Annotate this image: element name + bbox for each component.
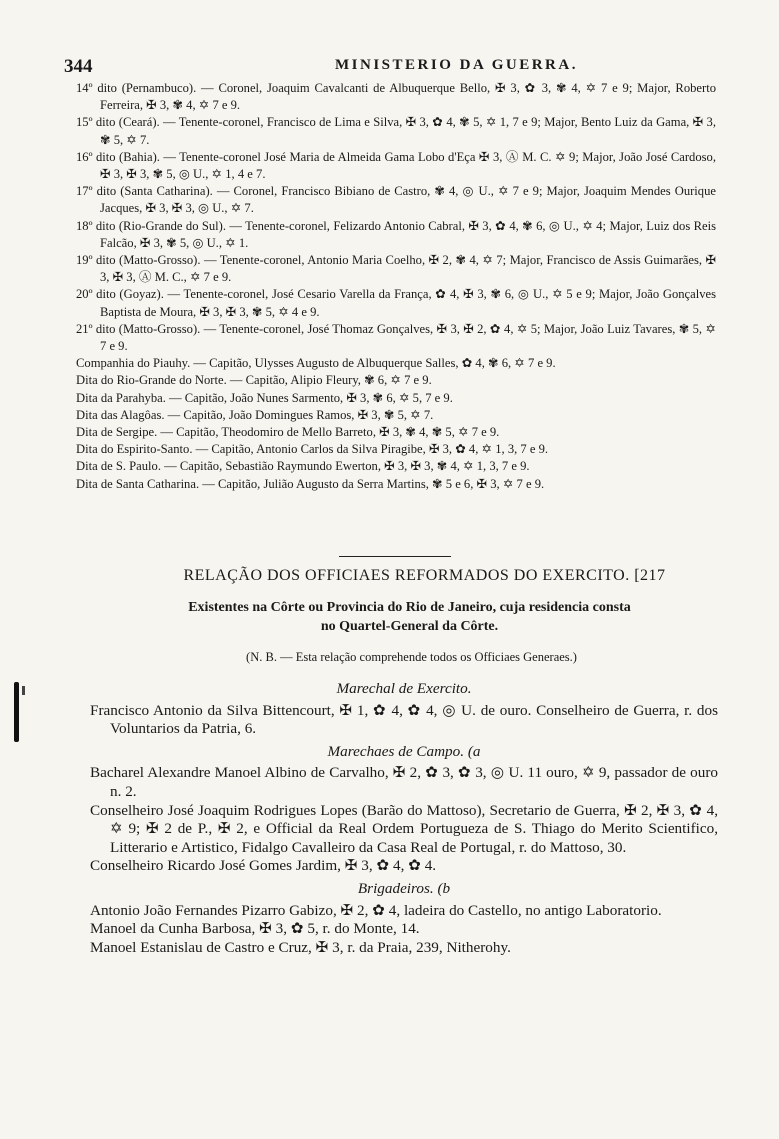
list-item: 14º dito (Pernambuco). — Coronel, Joaquim Cavalcanti de Albuquerque Bello, ✠ 3, ✿ 3, ✾ 4, ✡ 7 e 9; Major, Roberto Ferreira, ✠ 3, ✾ 4, ✡ 7 e 9. — [76, 81, 716, 113]
officer-entry: Manoel Estanislau de Castro e Cruz, ✠ 3, r. da Praia, 239, Nitherohy. — [90, 938, 511, 956]
section-subtitle-line: Existentes na Côrte ou Provincia do Rio de Janeiro, cuja residencia consta — [188, 600, 631, 615]
list-item: Companhia do Piauhy. — Capitão, Ulysses Augusto de Albuquerque Salles, ✿ 4, ✾ 6, ✡ 7 e 9. — [76, 356, 556, 371]
list-item: Dita da Parahyba. — Capitão, João Nunes Sarmento, ✠ 3, ✾ 6, ✡ 5, 7 e 9. — [76, 390, 453, 405]
list-item: Dita do Espirito-Santo. — Capitão, Antonio Carlos da Silva Piragibe, ✠ 3, ✿ 4, ✡ 1, 3, 7 e 9. — [76, 442, 549, 457]
officer-entry: Manoel da Cunha Barbosa, ✠ 3, ✿ 5, r. do Monte, 14. — [90, 920, 420, 938]
section-subtitle-line: no Quartel-General da Côrte. — [320, 619, 499, 634]
page-number: 344 — [64, 56, 93, 77]
rank-heading-brigadeiros: Brigadeiros. (b — [357, 879, 451, 897]
reformed-officers-list — [90, 676, 718, 957]
scan-page-edge — [14, 682, 19, 742]
list-item: 18º dito (Rio-Grande do Sul). — Tenente-coronel, Felizardo Antonio Cabral, ✠ 3, ✿ 4, ✾ 6, ◎ U., ✡ 4; Major, Luiz dos Reis Falcão, ✠ 3, ✾ 5, ◎ U., ✡ 1. — [76, 218, 716, 250]
officer-entry: Antonio João Fernandes Pizarro Gabizo, ✠ 2, ✿ 4, ladeira do Castello, no antigo Laboratorio. — [90, 901, 662, 919]
list-item: 19º dito (Matto-Grosso). — Tenente-coronel, Antonio Maria Coelho, ✠ 2, ✾ 4, ✡ 7; Major, Francisco de Assis Guimarães, ✠ 3, ✠ 3, Ⓐ M. C., ✡ 7 e 9. — [76, 253, 716, 285]
list-item: Dita de Sergipe. — Capitão, Theodomiro de Mello Barreto, ✠ 3, ✾ 4, ✾ 5, ✡ 7 e 9. — [76, 425, 500, 440]
officer-entry: Conselheiro Ricardo José Gomes Jardim, ✠ 3, ✿ 4, ✿ 4. — [90, 857, 437, 875]
officer-entry: Francisco Antonio da Silva Bittencourt, ✠ 1, ✿ 4, ✿ 4, ◎ U. de ouro. Conselheiro de Guerra, r. dos Voluntarios da Patria, 6. — [90, 701, 718, 738]
list-item: 20º dito (Goyaz). — Tenente-coronel, José Cesario Varella da França, ✿ 4, ✠ 3, ✾ 6, ◎ U., ✡ 5 e 9; Major, João Gonçalves Baptista de Moura, ✠ 3, ✠ 3, ✾ 5, ✡ 4 e 9. — [76, 287, 716, 319]
section-title: RELAÇÃO DOS OFFICIAES REFORMADOS DO EXERCITO. [217 — [183, 567, 666, 584]
rank-heading-marechaes-campo: Marechaes de Campo. (a — [327, 742, 481, 760]
nb-note: (N. B. — Esta relação comprehende todos os Officiaes Generaes.) — [246, 650, 577, 664]
list-item: Dita das Alagôas. — Capitão, João Domingues Ramos, ✠ 3, ✾ 5, ✡ 7. — [76, 407, 434, 422]
scan-margin-mark — [22, 686, 25, 695]
list-item: 15º dito (Ceará). — Tenente-coronel, Francisco de Lima e Silva, ✠ 3, ✿ 4, ✾ 5, ✡ 1, 7 e 9; Major, Bento Luiz da Gama, ✠ 3, ✾ 5, ✡ 7. — [76, 115, 716, 147]
list-item: 21º dito (Matto-Grosso). — Tenente-coronel, José Thomaz Gonçalves, ✠ 3, ✠ 2, ✿ 4, ✡ 5; Major, João Luiz Tavares, ✾ 5, ✡ 7 e 9. — [76, 321, 716, 354]
officer-entry: Bacharel Alexandre Manoel Albino de Carvalho, ✠ 2, ✿ 3, ✿ 3, ◎ U. 11 ouro, ✡ 9, passador de ouro n. 2. — [90, 764, 718, 800]
list-item: Dita de Santa Catharina. — Capitão, Julião Augusto da Serra Martins, ✾ 5 e 6, ✠ 3, ✡ 7 e 9. — [76, 476, 545, 491]
section-subtitle — [86, 598, 733, 636]
page-header — [64, 56, 719, 78]
running-title: MINISTERIO DA GUERRA. — [335, 57, 578, 73]
list-item: Dita de S. Paulo. — Capitão, Sebastião Raymundo Ewerton, ✠ 3, ✠ 3, ✾ 4, ✡ 1, 3, 7 e 9. — [76, 459, 530, 474]
rank-heading-marechal: Marechal de Exercito. — [336, 680, 472, 697]
battalion-list — [76, 80, 716, 493]
officer-entry: Conselheiro José Joaquim Rodrigues Lopes (Barão do Mattoso), Secretario de Guerra, ✠ 2, ✠ 3, ✿ 4, ✡ 9; ✠ 2 de P., ✠ 2, e Official da Real Ordem Portugueza de S. Thiago do Merito Scientifico, Litterario e Artistico, Fidalgo Cavalleiro da Casa Real de Portugal, r. do Mattoso, 30. — [90, 801, 718, 856]
list-item: 16º dito (Bahia). — Tenente-coronel José Maria de Almeida Gama Lobo d'Eça ✠ 3, Ⓐ M. C. ✡ 9; Major, João José Cardoso, ✠ 3, ✠ 3, ✾ 5, ◎ U., ✡ 1, 4 e 7. — [76, 149, 716, 182]
section-divider — [339, 556, 451, 557]
list-item: 17º dito (Santa Catharina). — Coronel, Francisco Bibiano de Castro, ✾ 4, ◎ U., ✡ 7 e 9; Major, Joaquim Mendes Ourique Jacques, ✠ 3, ✠ 3, ◎ U., ✡ 7. — [76, 184, 716, 216]
list-item: Dita do Rio-Grande do Norte. — Capitão, Alipio Fleury, ✾ 6, ✡ 7 e 9. — [76, 373, 432, 388]
